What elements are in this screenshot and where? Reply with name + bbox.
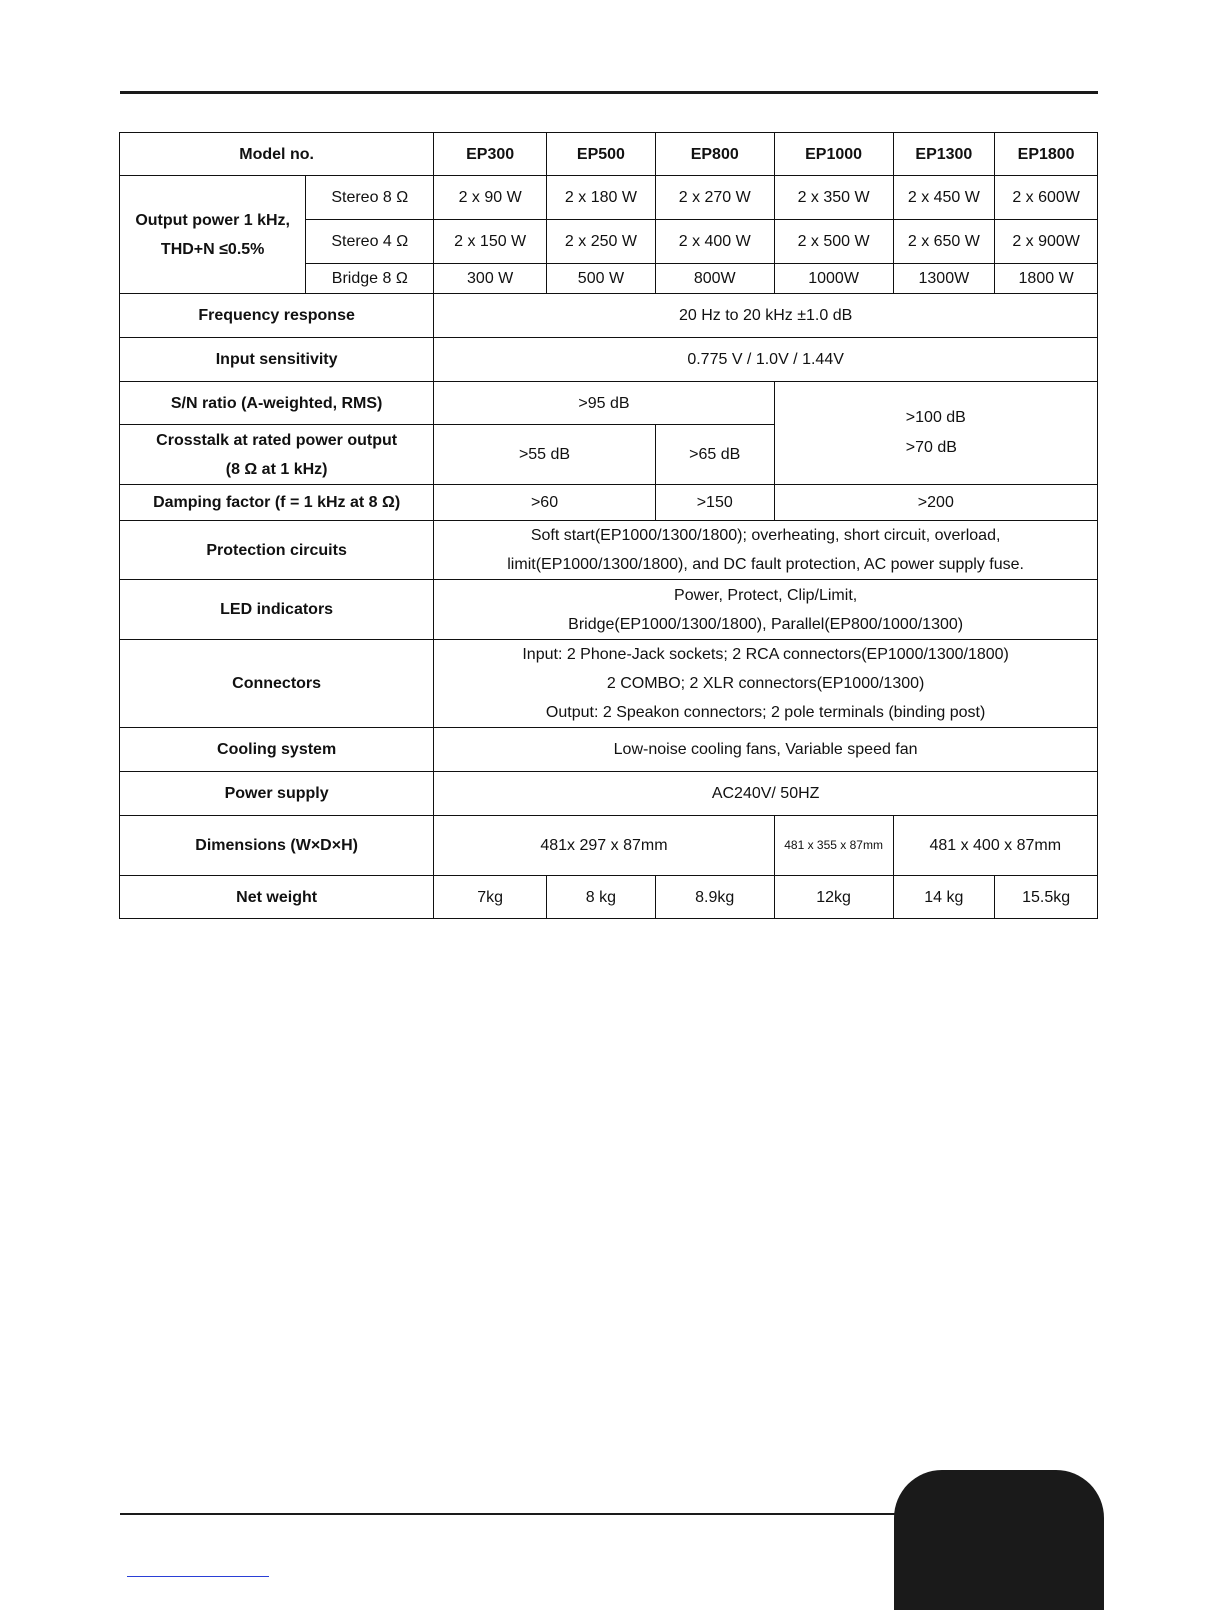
power-supply-label: Power supply	[120, 772, 434, 816]
frequency-response-value: 20 Hz to 20 kHz ±1.0 dB	[434, 294, 1098, 338]
table-cell: 2 x 90 W	[434, 176, 547, 220]
table-cell: 8.9kg	[655, 876, 774, 919]
dimensions-value-a: 481x 297 x 87mm	[434, 816, 774, 876]
table-cell: 800W	[655, 264, 774, 294]
model-ep800: EP800	[655, 133, 774, 176]
model-ep500: EP500	[547, 133, 656, 176]
model-ep1300: EP1300	[893, 133, 995, 176]
frequency-response-label: Frequency response	[120, 294, 434, 338]
model-label: Model no.	[120, 133, 434, 176]
model-ep300: EP300	[434, 133, 547, 176]
led-line2: Bridge(EP1000/1300/1800), Parallel(EP800/1000/1300)	[568, 615, 964, 633]
table-cell: 2 x 270 W	[655, 176, 774, 220]
crosstalk-label	[120, 425, 434, 485]
table-cell: 300 W	[434, 264, 547, 294]
table-cell: 2 x 400 W	[655, 220, 774, 264]
dimensions-row	[120, 816, 1098, 876]
header-rule	[120, 91, 1098, 94]
damping-value-b: >150	[655, 485, 774, 521]
footer-rule	[120, 1513, 900, 1515]
load-stereo-4: Stereo 4 Ω	[306, 220, 434, 264]
damping-value-c: >200	[774, 485, 1097, 521]
output-power-label-line1: Output power 1 kHz,	[135, 211, 290, 229]
sn-ratio-value-high: >100 dB	[905, 409, 966, 426]
cooling-value: Low-noise cooling fans, Variable speed fan	[434, 728, 1098, 772]
power-supply-row	[120, 772, 1098, 816]
connectors-label: Connectors	[120, 640, 434, 728]
dimensions-value-b: 481 x 355 x 87mm	[774, 816, 893, 876]
input-sensitivity-row	[120, 338, 1098, 382]
dimensions-value-c: 481 x 400 x 87mm	[893, 816, 1098, 876]
damping-value-a: >60	[434, 485, 656, 521]
table-cell: 1300W	[893, 264, 995, 294]
crosstalk-value-b: >65 dB	[655, 425, 774, 485]
table-cell: 2 x 650 W	[893, 220, 995, 264]
model-row	[120, 133, 1098, 176]
connectors-line3: Output: 2 Speakon connectors; 2 pole terminals (binding post)	[545, 704, 986, 721]
crosstalk-value-a: >55 dB	[434, 425, 656, 485]
damping-row	[120, 485, 1098, 521]
protection-label: Protection circuits	[120, 521, 434, 580]
table-cell: 8 kg	[547, 876, 656, 919]
table-cell: 2 x 500 W	[774, 220, 893, 264]
sn-ratio-row	[120, 382, 1098, 425]
page-tab-decoration	[894, 1470, 1104, 1610]
model-ep1000: EP1000	[774, 133, 893, 176]
connectors-value	[434, 640, 1098, 728]
table-cell: 7kg	[434, 876, 547, 919]
table-cell: 500 W	[547, 264, 656, 294]
table-cell: 1800 W	[995, 264, 1098, 294]
led-line1: Power, Protect, Clip/Limit,	[674, 586, 858, 604]
output-power-label-line2: THD+N ≤0.5%	[160, 240, 265, 258]
weight-row	[120, 876, 1098, 919]
protection-line1: Soft start(EP1000/1300/1800); overheating, short circuit, overload,	[530, 527, 1001, 544]
table-cell: 12kg	[774, 876, 893, 919]
led-label: LED indicators	[120, 580, 434, 640]
input-sensitivity-label: Input sensitivity	[120, 338, 434, 382]
crosstalk-value-high: >70 dB	[905, 439, 957, 456]
load-bridge-8: Bridge 8 Ω	[306, 264, 434, 294]
load-stereo-8: Stereo 8 Ω	[306, 176, 434, 220]
specifications-table	[119, 132, 1098, 919]
input-sensitivity-value: 0.775 V / 1.0V / 1.44V	[434, 338, 1098, 382]
crosstalk-label-line2: (8 Ω at 1 kHz)	[225, 460, 328, 478]
output-power-row-1	[120, 176, 1098, 220]
frequency-response-row	[120, 294, 1098, 338]
cooling-label: Cooling system	[120, 728, 434, 772]
weight-label: Net weight	[120, 876, 434, 919]
table-cell: 14 kg	[893, 876, 995, 919]
table-cell: 2 x 150 W	[434, 220, 547, 264]
protection-line2: limit(EP1000/1300/1800), and DC fault protection, AC power supply fuse.	[507, 556, 1024, 573]
damping-label: Damping factor (f = 1 kHz at 8 Ω)	[120, 485, 434, 521]
sn-ratio-label: S/N ratio (A-weighted, RMS)	[120, 382, 434, 425]
sn-ratio-value-low: >95 dB	[434, 382, 774, 425]
high-models-values	[906, 403, 966, 463]
connectors-line2: 2 COMBO; 2 XLR connectors(EP1000/1300)	[606, 675, 925, 692]
table-cell: 2 x 450 W	[893, 176, 995, 220]
led-row	[120, 580, 1098, 640]
dimensions-label: Dimensions (W×D×H)	[120, 816, 434, 876]
power-supply-value: AC240V/ 50HZ	[434, 772, 1098, 816]
protection-value	[434, 521, 1098, 580]
connectors-line1: Input: 2 Phone-Jack sockets; 2 RCA connectors(EP1000/1300/1800)	[522, 646, 1009, 663]
table-cell: 2 x 180 W	[547, 176, 656, 220]
table-cell: 15.5kg	[995, 876, 1098, 919]
table-cell: 2 x 250 W	[547, 220, 656, 264]
high-models-cell	[774, 382, 1097, 485]
table-cell: 2 x 900W	[995, 220, 1098, 264]
led-value	[434, 580, 1098, 640]
connectors-row	[120, 640, 1098, 728]
table-cell: 1000W	[774, 264, 893, 294]
table-cell: 2 x 600W	[995, 176, 1098, 220]
footer-link-underline	[127, 1576, 269, 1577]
cooling-row	[120, 728, 1098, 772]
crosstalk-label-line1: Crosstalk at rated power output	[156, 431, 398, 449]
model-ep1800: EP1800	[995, 133, 1098, 176]
protection-row	[120, 521, 1098, 580]
output-power-label	[120, 176, 306, 294]
table-cell: 2 x 350 W	[774, 176, 893, 220]
